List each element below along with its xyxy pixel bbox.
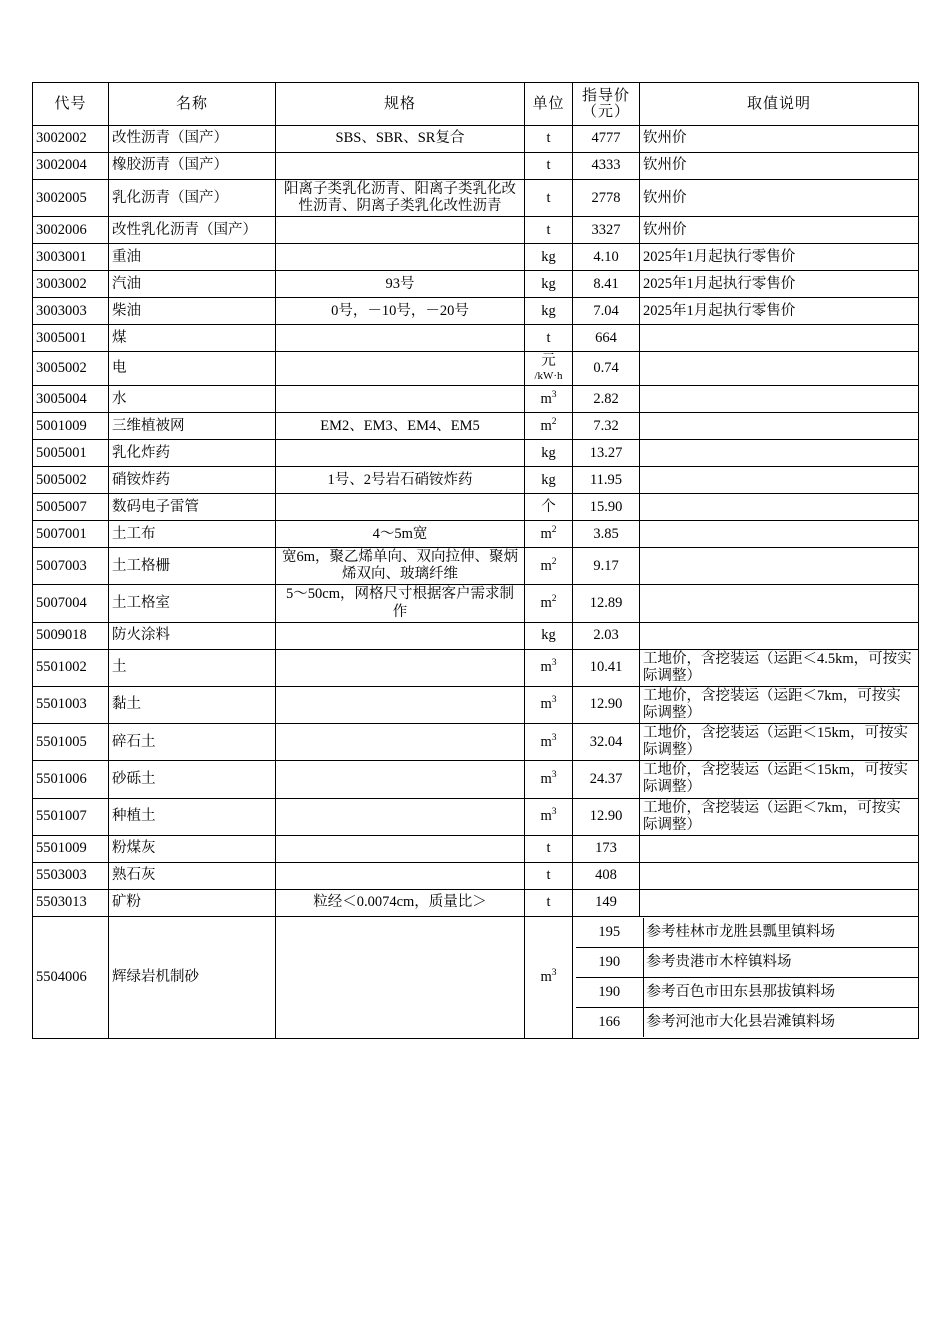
cell-name: 汽油 xyxy=(109,271,276,298)
cell-note xyxy=(640,548,919,585)
cell-spec xyxy=(276,835,525,862)
cell-name: 矿粉 xyxy=(109,889,276,916)
cell-spec xyxy=(276,761,525,798)
cell-code: 5501007 xyxy=(33,798,109,835)
group-subtable xyxy=(576,918,919,1037)
cell-note: 工地价，含挖装运（运距＜4.5km，可按实际调整） xyxy=(640,649,919,686)
column-header-unit: 单位 xyxy=(525,83,573,126)
cell-name: 黏土 xyxy=(109,686,276,723)
cell-unit: t xyxy=(525,325,573,352)
cell-price: 12.89 xyxy=(573,585,640,622)
cell-unit: kg xyxy=(525,271,573,298)
cell-unit: $m^3$ xyxy=(525,686,573,723)
cell-code: 3005004 xyxy=(33,386,109,413)
cell-code: 5501005 xyxy=(33,724,109,761)
cell-unit: t xyxy=(525,862,573,889)
cell-note: 钦州价 xyxy=(640,126,919,153)
table-row xyxy=(33,413,919,440)
cell-code: 5005007 xyxy=(33,494,109,521)
table-row xyxy=(33,180,919,217)
cell-spec: 粒经＜0.0074cm，质量比＞ xyxy=(276,889,525,916)
cell-note: 2025年1月起执行零售价 xyxy=(640,271,919,298)
cell-spec: 5～50cm，网格尺寸根据客户需求制作 xyxy=(276,585,525,622)
cell-spec: 阳离子类乳化沥青、阳离子类乳化改性沥青、阴离子类乳化改性沥青 xyxy=(276,180,525,217)
cell-code: 3002004 xyxy=(33,153,109,180)
table-row xyxy=(33,325,919,352)
cell-name: 橡胶沥青（国产） xyxy=(109,153,276,180)
cell-code: 5005002 xyxy=(33,467,109,494)
table-row xyxy=(33,244,919,271)
table-row xyxy=(33,622,919,649)
table-row xyxy=(33,217,919,244)
cell-price: 173 xyxy=(573,835,640,862)
cell-name: 水 xyxy=(109,386,276,413)
unit-main: 元 xyxy=(541,353,556,370)
column-header-name: 名称 xyxy=(109,83,276,126)
cell-unit: $m^2$ xyxy=(525,413,573,440)
cell-code: 5007001 xyxy=(33,521,109,548)
cell-note: 2025年1月起执行零售价 xyxy=(640,298,919,325)
cell-name: 碎石土 xyxy=(109,724,276,761)
cell-price: 195 xyxy=(576,918,643,948)
group-subtable-container xyxy=(573,916,919,1038)
cell-note xyxy=(640,494,919,521)
cell-name: 乳化沥青（国产） xyxy=(109,180,276,217)
cell-unit: $m^2$ xyxy=(525,585,573,622)
cell-unit: $m^3$ xyxy=(525,761,573,798)
table-row xyxy=(33,585,919,622)
cell-code: 3002006 xyxy=(33,217,109,244)
cell-note xyxy=(640,413,919,440)
cell-price: 3327 xyxy=(573,217,640,244)
cell-name: 粉煤灰 xyxy=(109,835,276,862)
cell-code: 5503003 xyxy=(33,862,109,889)
cell-name: 硝铵炸药 xyxy=(109,467,276,494)
cell-price: 2.03 xyxy=(573,622,640,649)
column-header-code: 代号 xyxy=(33,83,109,126)
cell-note xyxy=(640,585,919,622)
table-row xyxy=(33,761,919,798)
cell-name: 煤 xyxy=(109,325,276,352)
cell-price: 664 xyxy=(573,325,640,352)
table-row xyxy=(33,153,919,180)
cell-price: 3.85 xyxy=(573,521,640,548)
table-row xyxy=(33,686,919,723)
cell-note xyxy=(640,862,919,889)
cell-unit: $m^3$ xyxy=(525,724,573,761)
cell-spec: SBS、SBR、SR复合 xyxy=(276,126,525,153)
cell-unit: t xyxy=(525,180,573,217)
cell-price: 7.32 xyxy=(573,413,640,440)
cell-note: 2025年1月起执行零售价 xyxy=(640,244,919,271)
cell-spec: 0号，－10号，－20号 xyxy=(276,298,525,325)
cell-unit: $m^2$ xyxy=(525,521,573,548)
table-row xyxy=(33,548,919,585)
cell-code: 3003003 xyxy=(33,298,109,325)
table-row xyxy=(33,798,919,835)
material-price-table xyxy=(32,82,919,1039)
cell-price: 149 xyxy=(573,889,640,916)
table-body xyxy=(33,126,919,1039)
cell-spec xyxy=(276,217,525,244)
cell-code: 5001009 xyxy=(33,413,109,440)
cell-price: 4333 xyxy=(573,153,640,180)
cell-unit: $m^3$ xyxy=(525,798,573,835)
cell-unit: t xyxy=(525,889,573,916)
cell-code: 5503013 xyxy=(33,889,109,916)
table-row xyxy=(33,440,919,467)
cell-name: 三维植被网 xyxy=(109,413,276,440)
table-row xyxy=(33,649,919,686)
cell-price: 0.74 xyxy=(573,352,640,386)
cell-name: 重油 xyxy=(109,244,276,271)
table-row xyxy=(33,467,919,494)
cell-spec xyxy=(276,325,525,352)
cell-name: 改性沥青（国产） xyxy=(109,126,276,153)
cell-unit: kg xyxy=(525,244,573,271)
cell-unit: 个 xyxy=(525,494,573,521)
cell-price: 190 xyxy=(576,977,643,1007)
cell-unit: t xyxy=(525,835,573,862)
cell-name: 辉绿岩机制砂 xyxy=(109,916,276,1038)
cell-code: 5501009 xyxy=(33,835,109,862)
cell-unit: kg xyxy=(525,467,573,494)
header-row xyxy=(33,83,919,126)
cell-name: 土 xyxy=(109,649,276,686)
cell-unit: kg xyxy=(525,298,573,325)
cell-code: 5501002 xyxy=(33,649,109,686)
cell-spec xyxy=(276,440,525,467)
cell-note: 参考河池市大化县岩滩镇料场 xyxy=(643,1007,919,1037)
cell-name: 乳化炸药 xyxy=(109,440,276,467)
cell-price: 2.82 xyxy=(573,386,640,413)
cell-name: 改性乳化沥青（国产） xyxy=(109,217,276,244)
cell-unit: t xyxy=(525,126,573,153)
cell-spec: 4～5m宽 xyxy=(276,521,525,548)
column-header-note: 取值说明 xyxy=(640,83,919,126)
cell-price: 166 xyxy=(576,1007,643,1037)
cell-price: 10.41 xyxy=(573,649,640,686)
cell-spec xyxy=(276,153,525,180)
cell-note xyxy=(640,889,919,916)
group-subrow xyxy=(576,1007,919,1037)
cell-spec xyxy=(276,622,525,649)
cell-code: 3003001 xyxy=(33,244,109,271)
cell-code: 3005001 xyxy=(33,325,109,352)
cell-spec xyxy=(276,386,525,413)
cell-name: 防火涂料 xyxy=(109,622,276,649)
table-row xyxy=(33,862,919,889)
cell-name: 砂砾土 xyxy=(109,761,276,798)
cell-note: 钦州价 xyxy=(640,153,919,180)
cell-price: 9.17 xyxy=(573,548,640,585)
cell-code: 5007004 xyxy=(33,585,109,622)
table-row xyxy=(33,521,919,548)
cell-name: 土工格室 xyxy=(109,585,276,622)
cell-spec xyxy=(276,686,525,723)
cell-note: 工地价，含挖装运（运距＜15km，可按实际调整） xyxy=(640,724,919,761)
cell-name: 种植土 xyxy=(109,798,276,835)
table-row xyxy=(33,835,919,862)
cell-code: 5501006 xyxy=(33,761,109,798)
cell-spec: 1号、2号岩石硝铵炸药 xyxy=(276,467,525,494)
cell-note xyxy=(640,467,919,494)
cell-price: 4.10 xyxy=(573,244,640,271)
cell-note: 工地价，含挖装运（运距＜7km，可按实际调整） xyxy=(640,686,919,723)
cell-name: 柴油 xyxy=(109,298,276,325)
group-subrow xyxy=(576,947,919,977)
cell-note xyxy=(640,622,919,649)
cell-price: 4777 xyxy=(573,126,640,153)
cell-unit: t xyxy=(525,217,573,244)
cell-unit: $m^2$ xyxy=(525,548,573,585)
column-header-price xyxy=(573,83,640,126)
cell-spec xyxy=(276,724,525,761)
cell-code: 5504006 xyxy=(33,916,109,1038)
cell-price: 12.90 xyxy=(573,686,640,723)
column-header-price-line2: （元） xyxy=(581,103,630,120)
cell-spec xyxy=(276,798,525,835)
cell-code: 5007003 xyxy=(33,548,109,585)
cell-note xyxy=(640,352,919,386)
cell-code: 3002005 xyxy=(33,180,109,217)
cell-unit xyxy=(525,352,573,386)
table-row-group xyxy=(33,916,919,1038)
cell-spec xyxy=(276,352,525,386)
cell-note: 参考桂林市龙胜县瓢里镇料场 xyxy=(643,918,919,948)
cell-note xyxy=(640,835,919,862)
cell-note xyxy=(640,521,919,548)
cell-code: 3005002 xyxy=(33,352,109,386)
table-row xyxy=(33,126,919,153)
cell-unit: kg xyxy=(525,622,573,649)
unit-denominator: /kW·h xyxy=(534,369,563,382)
cell-code: 5009018 xyxy=(33,622,109,649)
column-header-spec: 规格 xyxy=(276,83,525,126)
cell-code: 5501003 xyxy=(33,686,109,723)
table-row xyxy=(33,386,919,413)
cell-code: 5005001 xyxy=(33,440,109,467)
group-subrow xyxy=(576,918,919,948)
table-row xyxy=(33,352,919,386)
cell-note: 工地价，含挖装运（运距＜15km，可按实际调整） xyxy=(640,761,919,798)
cell-code: 3002002 xyxy=(33,126,109,153)
table-header xyxy=(33,83,919,126)
table-row xyxy=(33,724,919,761)
cell-price: 8.41 xyxy=(573,271,640,298)
cell-unit: $m^3$ xyxy=(525,649,573,686)
cell-spec xyxy=(276,494,525,521)
cell-note xyxy=(640,386,919,413)
cell-name: 土工布 xyxy=(109,521,276,548)
cell-price: 7.04 xyxy=(573,298,640,325)
cell-spec xyxy=(276,916,525,1038)
cell-note: 参考贵港市木梓镇料场 xyxy=(643,947,919,977)
column-header-price-line1: 指导价 xyxy=(581,86,630,104)
cell-note xyxy=(640,325,919,352)
cell-price: 11.95 xyxy=(573,467,640,494)
cell-unit: t xyxy=(525,153,573,180)
cell-unit: kg xyxy=(525,440,573,467)
cell-note: 钦州价 xyxy=(640,180,919,217)
cell-note: 工地价，含挖装运（运距＜7km，可按实际调整） xyxy=(640,798,919,835)
cell-spec: EM2、EM3、EM4、EM5 xyxy=(276,413,525,440)
table-row xyxy=(33,298,919,325)
cell-note: 参考百色市田东县那拔镇料场 xyxy=(643,977,919,1007)
table-row xyxy=(33,494,919,521)
cell-price: 190 xyxy=(576,947,643,977)
cell-price: 24.37 xyxy=(573,761,640,798)
cell-unit: $m^3$ xyxy=(525,916,573,1038)
table-row xyxy=(33,271,919,298)
cell-code: 3003002 xyxy=(33,271,109,298)
group-subrow xyxy=(576,977,919,1007)
table-row xyxy=(33,889,919,916)
cell-name: 熟石灰 xyxy=(109,862,276,889)
cell-price: 15.90 xyxy=(573,494,640,521)
cell-note: 钦州价 xyxy=(640,217,919,244)
cell-price: 32.04 xyxy=(573,724,640,761)
cell-spec xyxy=(276,244,525,271)
cell-price: 13.27 xyxy=(573,440,640,467)
cell-note xyxy=(640,440,919,467)
cell-price: 408 xyxy=(573,862,640,889)
cell-spec xyxy=(276,649,525,686)
cell-name: 电 xyxy=(109,352,276,386)
cell-name: 土工格栅 xyxy=(109,548,276,585)
cell-price: 2778 xyxy=(573,180,640,217)
cell-name: 数码电子雷管 xyxy=(109,494,276,521)
cell-spec: 93号 xyxy=(276,271,525,298)
cell-price: 12.90 xyxy=(573,798,640,835)
cell-spec: 宽6m，聚乙烯单向、双向拉伸、聚炳烯双向、玻璃纤维 xyxy=(276,548,525,585)
cell-spec xyxy=(276,862,525,889)
cell-unit: $m^3$ xyxy=(525,386,573,413)
